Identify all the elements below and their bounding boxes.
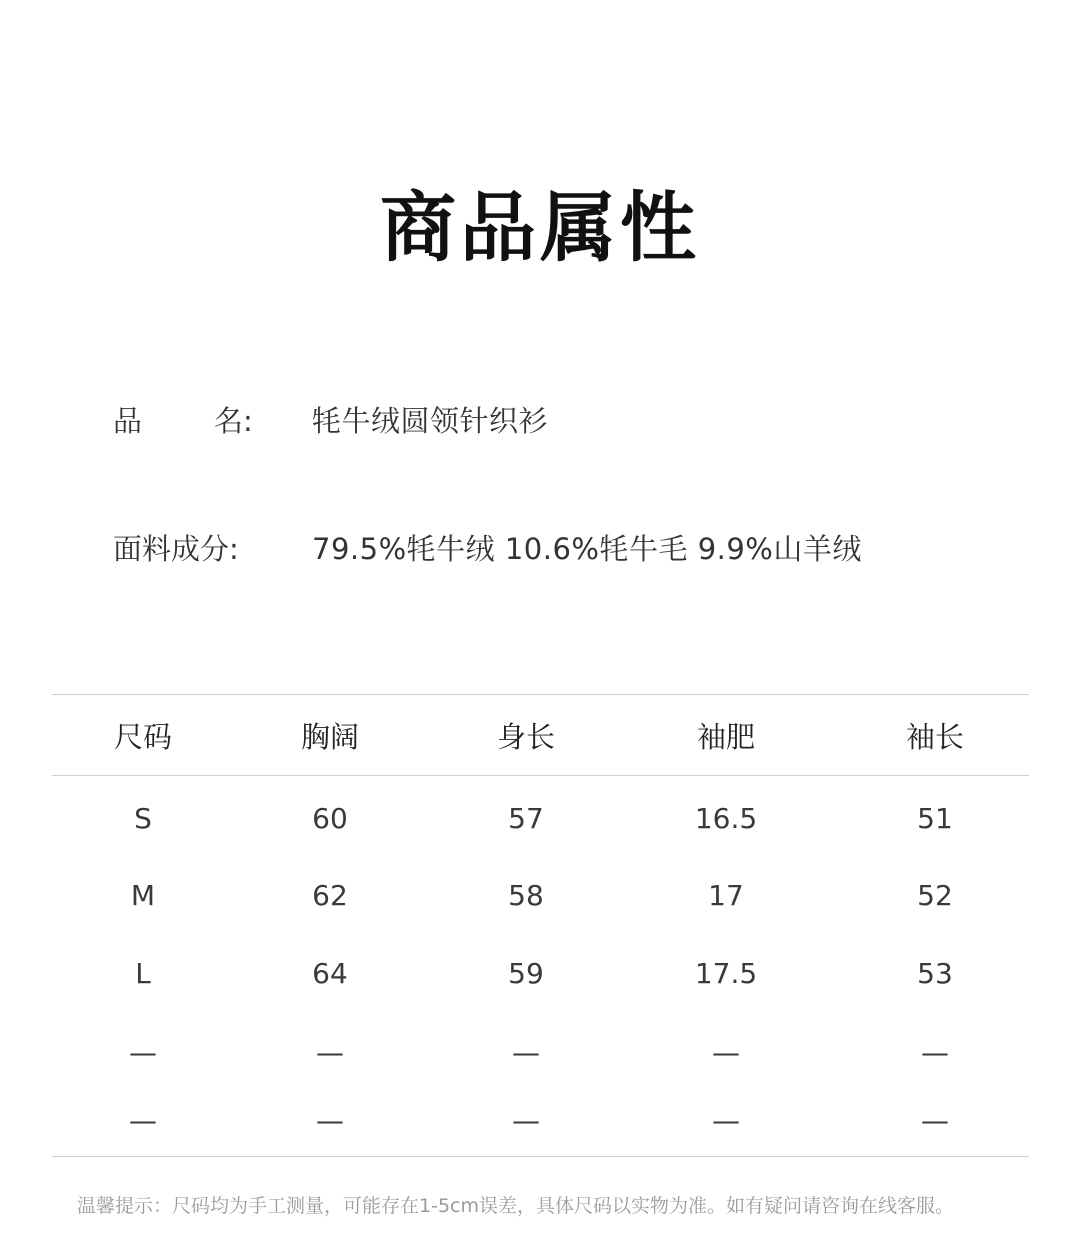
header-size: 尺码 — [113, 720, 172, 754]
table-cell: — — [921, 1036, 949, 1069]
attribute-value: 牦牛绒圆领针织衫 — [312, 404, 549, 438]
table-cell: 62 — [312, 879, 348, 912]
attribute-label: 面料成分: — [113, 532, 239, 566]
table-cell: 16.5 — [694, 802, 758, 835]
table-bottom-divider — [52, 1156, 1029, 1157]
table-cell: 59 — [508, 957, 544, 990]
table-cell: 52 — [917, 879, 953, 912]
table-cell: — — [316, 1104, 344, 1137]
attribute-label-part2: 名: — [214, 404, 253, 438]
table-row — [52, 1096, 1029, 1146]
table-cell: 17.5 — [694, 957, 758, 990]
attribute-label-part1: 品 — [113, 404, 143, 438]
table-cell: S — [134, 802, 152, 835]
table-row — [52, 871, 1029, 921]
table-cell: 58 — [508, 879, 544, 912]
table-cell: 57 — [508, 802, 544, 835]
table-cell: 51 — [917, 802, 953, 835]
header-length: 身长 — [496, 720, 555, 754]
header-sleeve-width: 袖肥 — [696, 720, 755, 754]
size-disclaimer-note: 温馨提示：尺码均为手工测量，可能存在1-5cm误差，具体尺码以实物为准。如有疑问请咨询在线客服。 — [77, 1195, 954, 1217]
page-title: 商品属性 — [380, 183, 700, 272]
table-cell: — — [921, 1104, 949, 1137]
table-cell: 60 — [312, 802, 348, 835]
table-cell: 53 — [917, 957, 953, 990]
header-chest: 胸阔 — [300, 720, 359, 754]
attribute-value: 79.5%牦牛绒 10.6%牦牛毛 9.9%山羊绒 — [312, 532, 862, 566]
table-header-divider — [52, 775, 1029, 776]
table-top-divider — [52, 694, 1029, 695]
table-row — [52, 794, 1029, 844]
table-cell: — — [712, 1036, 740, 1069]
table-cell: L — [135, 957, 151, 990]
table-cell: — — [316, 1036, 344, 1069]
header-sleeve-length: 袖长 — [905, 720, 964, 754]
table-cell: — — [512, 1036, 540, 1069]
table-cell: — — [129, 1104, 157, 1137]
table-cell: — — [712, 1104, 740, 1137]
size-table-header — [52, 712, 1029, 762]
table-row — [52, 949, 1029, 999]
table-row — [52, 1028, 1029, 1078]
table-cell: — — [512, 1104, 540, 1137]
table-cell: 17 — [708, 879, 744, 912]
table-cell: — — [129, 1036, 157, 1069]
table-cell: M — [130, 879, 156, 912]
table-cell: 64 — [312, 957, 348, 990]
